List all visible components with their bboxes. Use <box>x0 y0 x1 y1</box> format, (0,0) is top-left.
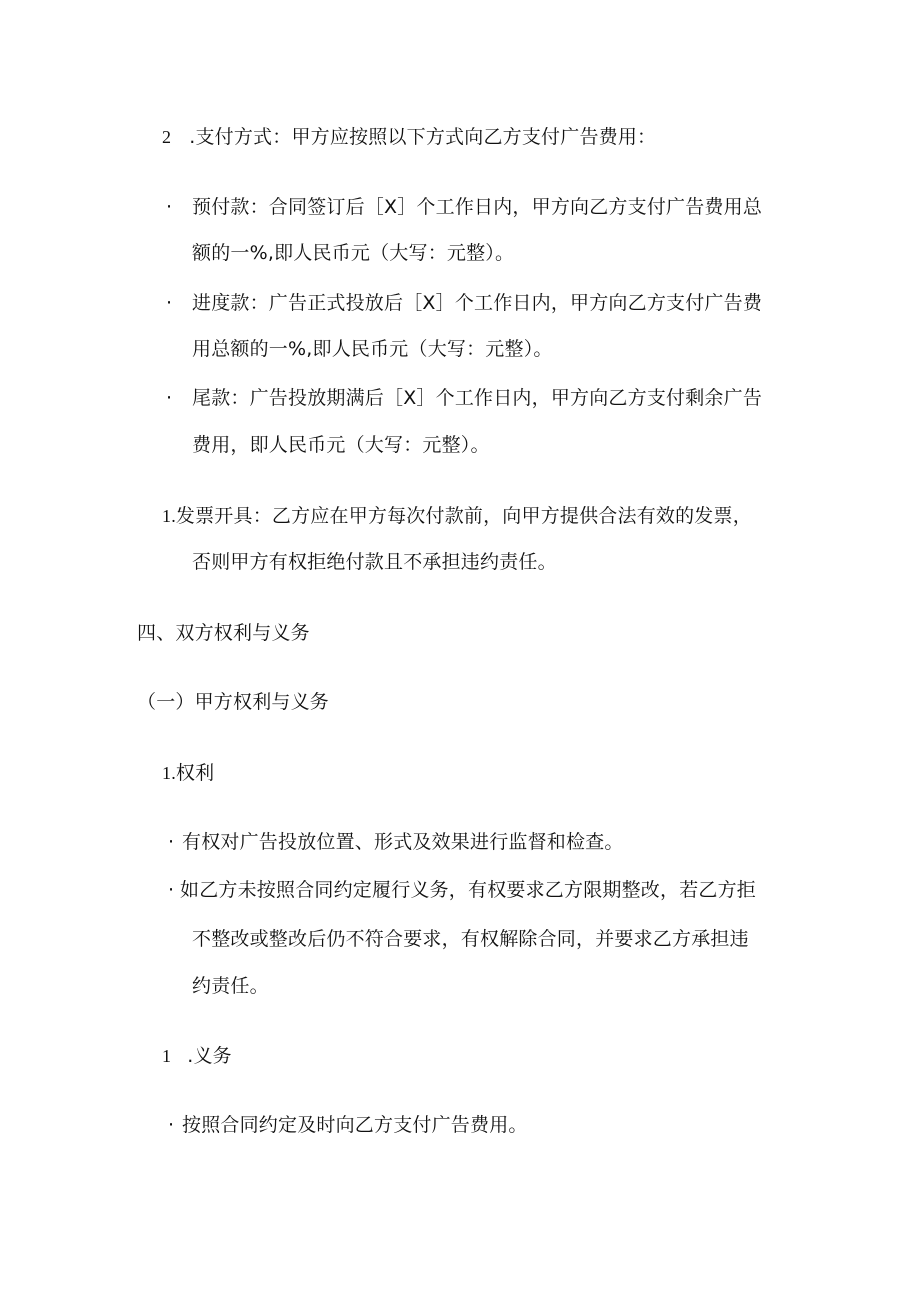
rights-item-2-line3: 约责任。 <box>192 975 269 997</box>
advance-payment-line1: 预付款：合同签订后［X］个工作日内，甲方向乙方支付广告费用总 <box>192 196 763 218</box>
bullet-mark: · <box>166 196 173 218</box>
rights-heading <box>162 760 214 786</box>
progress-payment-line2: 用总额的一%,即人民币元（大写：元整）。 <box>192 338 553 360</box>
rights-label: 权利 <box>175 762 215 784</box>
rights-number: 1. <box>162 763 176 783</box>
payment-method-heading <box>162 124 656 150</box>
chapter-heading: 四、双方权利与义务 <box>137 622 310 644</box>
obligations-heading <box>162 1043 232 1069</box>
progress-payment-line1: 进度款：广告正式投放后［X］个工作日内，甲方向乙方支付广告费 <box>192 292 763 314</box>
advance-payment-line2: 额的一%,即人民币元（大写：元整）。 <box>192 242 515 264</box>
sub-heading: （一）甲方权利与义务 <box>137 691 330 713</box>
bullet-mark: · <box>168 831 175 853</box>
invoice-number: 1. <box>162 506 176 526</box>
rights-item-1: 有权对广告投放位置、形式及效果进行监督和检查。 <box>182 831 624 853</box>
bullet-mark: · <box>166 292 173 314</box>
invoice-line1 <box>162 503 752 529</box>
bullet-mark: · <box>168 879 175 901</box>
payment-method-number: 2 <box>162 127 172 147</box>
invoice-line2: 否则甲方有权拒绝付款且不承担违约责任。 <box>192 551 557 573</box>
payment-method-text: .支付方式：甲方应按照以下方式向乙方支付广告费用： <box>189 126 657 148</box>
obligations-label: .义务 <box>187 1045 232 1067</box>
rights-item-2-line2: 不整改或整改后仍不符合要求，有权解除合同，并要求乙方承担违 <box>192 928 749 950</box>
rights-item-2-line1: 如乙方未按照合同约定履行义务，有权要求乙方限期整改，若乙方拒 <box>180 879 757 901</box>
obligations-number: 1 <box>162 1046 172 1066</box>
obligations-item-1: 按照合同约定及时向乙方支付广告费用。 <box>182 1114 528 1136</box>
bullet-mark: · <box>168 1114 175 1136</box>
final-payment-line2: 费用，即人民币元（大写：元整）。 <box>192 434 490 456</box>
final-payment-line1: 尾款：广告投放期满后［X］个工作日内，甲方向乙方支付剩余广告 <box>192 387 763 409</box>
invoice-text: 发票开具：乙方应在甲方每次付款前，向甲方提供合法有效的发票， <box>175 505 752 527</box>
bullet-mark: · <box>166 387 173 409</box>
